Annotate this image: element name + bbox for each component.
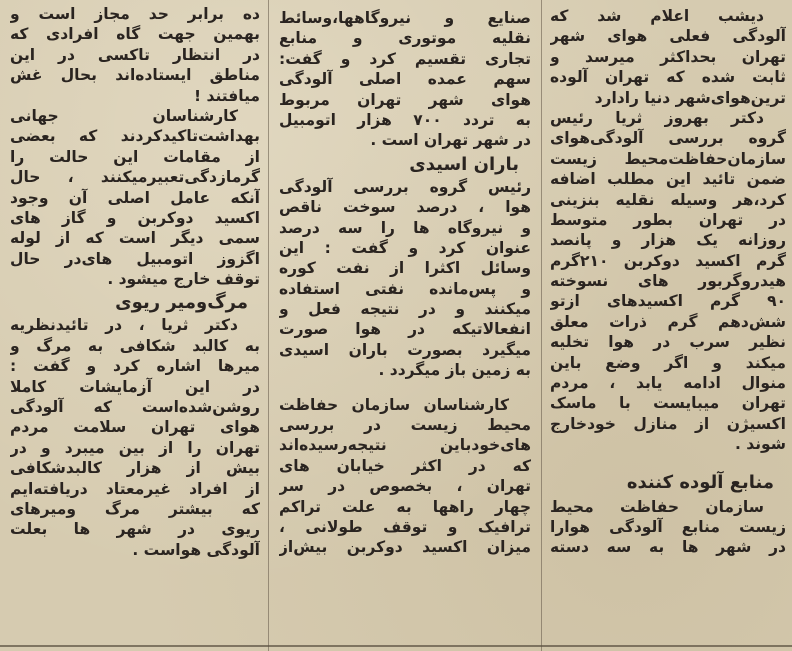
text-line: کارشناسان جهانی bbox=[10, 106, 238, 125]
text-line: به تردد ۷۰۰ هزار اتومبیل bbox=[279, 110, 531, 129]
text-line: ضمن تائید این مطلب اضافه bbox=[550, 170, 786, 189]
text-line: آلودگی هواست . bbox=[132, 540, 260, 559]
paragraph bbox=[10, 4, 260, 106]
column-divider bbox=[541, 0, 542, 651]
column-right bbox=[550, 6, 786, 558]
text-line: در این آزمایشات کاملا bbox=[10, 377, 260, 396]
text-line: کارشناسان سازمان حفاظت bbox=[279, 395, 509, 414]
text-line: میگیرد بصورت باران اسیدی bbox=[279, 340, 531, 359]
text-line: ده برابر حد مجاز است و bbox=[10, 5, 260, 23]
text-line: به کالبد شکافی به مرگ و bbox=[10, 336, 260, 355]
text-line: سهم عمده اصلی آلودگی bbox=[279, 70, 531, 89]
text-line: میافتند ! bbox=[194, 86, 260, 105]
paragraph bbox=[550, 6, 786, 108]
text-line: بهداشت‌تاکیدکردند که بعضی bbox=[10, 127, 260, 146]
text-line: دکتر ثریا ، در تائیدنظریه bbox=[10, 316, 238, 335]
text-line: چهار راهها به علت تراکم bbox=[279, 497, 531, 516]
section-heading: مرگ‌ومیر ریوی bbox=[115, 292, 248, 314]
text-line: میکنند و در نتیجه فعل و bbox=[279, 300, 531, 319]
text-line: سازمان حفاظت محیط bbox=[550, 497, 764, 516]
text-line: منوال ادامه یابد ، مردم bbox=[550, 374, 786, 393]
text-line: سمی دیگر است که از لوله bbox=[10, 229, 260, 248]
text-line: هیدروگربور های نسوخته bbox=[550, 272, 786, 291]
paragraph bbox=[10, 106, 260, 290]
text-line: میرها اشاره کرد و گفت : bbox=[10, 357, 260, 376]
text-line: میکند و اگر وضع باین bbox=[550, 353, 786, 372]
text-line: صنایع و نیروگاهها،وسائط bbox=[279, 9, 531, 27]
text-line: تهران میبایست با ماسک bbox=[550, 394, 786, 413]
text-line: آلودگی فعلی هوای شهر bbox=[550, 27, 786, 46]
text-line: و پس‌مانده نفتی استفاده bbox=[279, 279, 531, 298]
text-line: از مقامات این حالت را bbox=[10, 147, 260, 166]
text-line: گرمازدگی‌تعبیرمیکنند ، حال bbox=[10, 168, 260, 187]
text-line: در انتظار تاکسی در این bbox=[10, 45, 260, 64]
text-line: ریوی در شهر ها بعلت bbox=[10, 520, 260, 539]
text-line: هوا ، درصد سوخت ناقص bbox=[279, 198, 531, 217]
text-line: روزانه یک هزار و پانصد bbox=[550, 231, 786, 250]
paragraph bbox=[279, 8, 531, 151]
text-line: گرم اکسید دوکربن ۲۱۰گرم bbox=[550, 251, 786, 270]
text-line: به زمین باز میگردد . bbox=[378, 361, 531, 380]
bottom-rule bbox=[0, 645, 792, 647]
text-line: تهران بحداکثر میرسد و bbox=[550, 47, 786, 66]
column-left bbox=[10, 4, 260, 560]
text-line: میزان اکسید دوکربن بیش‌از bbox=[279, 538, 531, 557]
text-line: انفعالاتیکه در هوا صورت bbox=[279, 320, 531, 339]
text-line: از افراد غیرمعتاد دریافته‌ایم bbox=[10, 479, 260, 498]
text-line: در تهران بطور متوسط bbox=[550, 210, 786, 229]
text-line: ترین‌هوای‌شهر دنیا رادارد bbox=[594, 88, 786, 107]
text-line: ترافیک و توقف طولانی ، bbox=[279, 517, 531, 536]
paragraph bbox=[550, 497, 786, 558]
text-line: اکسید دوکربن و گاز های bbox=[10, 208, 260, 227]
text-line: که بیشتر مرگ ومیرهای bbox=[10, 499, 260, 518]
text-line: آنکه عامل اصلی آن وجود bbox=[10, 188, 260, 207]
text-line: هوای شهر تهران مربوط bbox=[279, 90, 531, 109]
text-line: تهران ، بخصوص در سر bbox=[279, 477, 531, 496]
text-line: اکسیژن از منازل خودخارج bbox=[550, 414, 786, 433]
text-line: ۹۰ گرم اکسیدهای ازتو bbox=[550, 292, 786, 311]
section-heading: منابع آلوده کننده bbox=[626, 471, 774, 493]
paragraph bbox=[550, 108, 786, 455]
text-line: ثابت شده که تهران آلوده bbox=[550, 68, 786, 87]
text-line: بیش از هزار کالبدشکافی bbox=[10, 459, 260, 478]
text-line: کرد،هر وسیله نقلیه بنزینی bbox=[550, 190, 786, 209]
text-line: های‌خودباین نتیجه‌رسیده‌اند bbox=[279, 436, 531, 455]
text-line: مناطق ایستاده‌اند بحال غش bbox=[10, 66, 260, 85]
text-line: زیست منابع آلودگی هوارا bbox=[550, 517, 786, 536]
text-line: نظیر سرب در هوا تخلیه bbox=[550, 333, 786, 352]
text-line: شش‌دهم گرم ذرات معلق bbox=[550, 312, 786, 331]
text-line: در شهر ها به سه دسته bbox=[550, 538, 786, 557]
text-line: تجاری تقسیم کرد و گفت: bbox=[279, 49, 531, 68]
text-line: محیط زیست در بررسی bbox=[279, 416, 531, 435]
text-line: رئیس گروه بررسی آلودگی bbox=[279, 177, 531, 196]
text-line: اگزوز اتومبیل های‌در حال bbox=[10, 249, 260, 268]
text-line: دیشب اعلام شد که bbox=[550, 7, 764, 25]
text-line: شوند . bbox=[734, 435, 786, 454]
text-line: بهمین جهت گاه افرادی که bbox=[10, 25, 260, 44]
text-line: سازمان‌حفاظت‌محیط زیست bbox=[550, 149, 786, 168]
text-line: تهران را از بین میبرد و در bbox=[10, 438, 260, 457]
section-heading: باران اسیدی bbox=[409, 153, 519, 175]
column-middle bbox=[279, 8, 531, 558]
text-line: وسائل اکثرا از نفت کوره bbox=[279, 259, 531, 278]
text-line: توقف خارج میشود . bbox=[107, 270, 260, 289]
text-line: دکتر بهروز ثریا رئیس bbox=[550, 108, 764, 127]
paragraph-gap bbox=[279, 381, 531, 395]
text-line: هوای تهران سلامت مردم bbox=[10, 418, 260, 437]
paragraph bbox=[279, 395, 531, 558]
column-divider bbox=[268, 0, 269, 651]
text-line: و نیروگاه ها را سه درصد bbox=[279, 218, 531, 237]
paragraph bbox=[10, 315, 260, 560]
text-line: روشن‌شده‌است که آلودگی bbox=[10, 398, 260, 417]
paragraph bbox=[279, 177, 531, 381]
text-line: عنوان کرد و گفت : این bbox=[279, 238, 531, 257]
text-line: گروه بررسی آلودگی‌هوای bbox=[550, 129, 786, 148]
text-line: در شهر تهران است . bbox=[370, 131, 531, 150]
text-line: نقلیه موتوری و منابع bbox=[279, 29, 531, 48]
text-line: که در اکثر خیابان های bbox=[279, 456, 531, 475]
